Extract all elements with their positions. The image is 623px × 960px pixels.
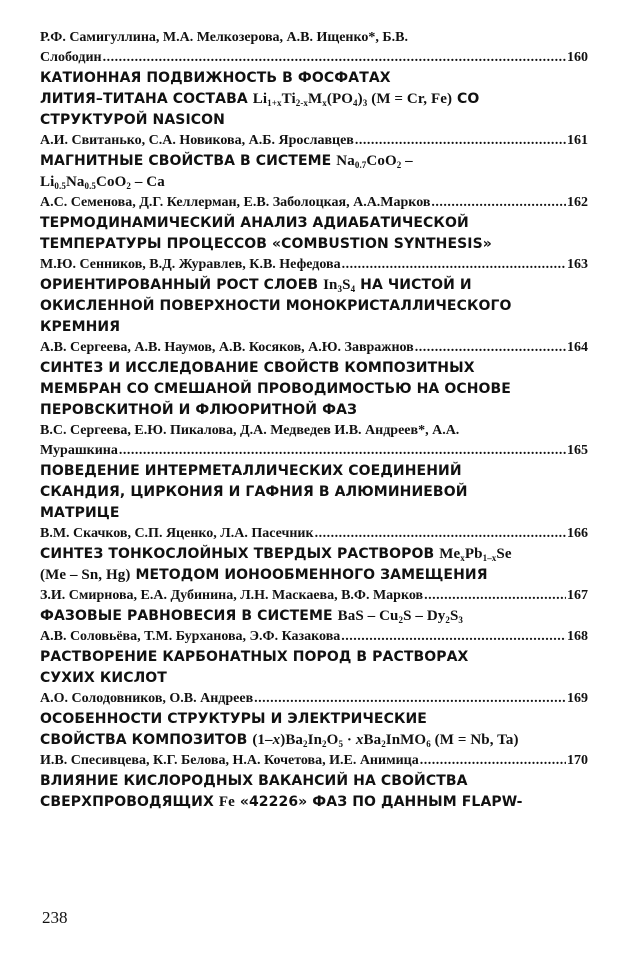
entry-authors: А.И. Свитанько, С.А. Новикова, А.Б. Ярославцев (40, 133, 354, 148)
entry-authors-final-line (40, 524, 588, 544)
toc-entry (40, 28, 588, 131)
entry-page-number: 167 (567, 588, 588, 603)
entry-authors-final-line (40, 193, 588, 213)
entry-title-line: (Me – Sn, Hg) МЕТОДОМ ИОНООБМЕННОГО ЗАМЕЩЕНИЯ (40, 567, 488, 583)
entry-authors: М.Ю. Сенников, В.Д. Журавлев, К.В. Нефедова (40, 257, 341, 272)
dot-leader (103, 48, 566, 68)
entry-authors: З.И. Смирнова, Е.А. Дубинина, Л.Н. Маскаева, В.Ф. Марков (40, 588, 424, 603)
entry-title-line: ТЕРМОДИНАМИЧЕСКИЙ АНАЛИЗ АДИАБАТИЧЕСКОЙ (40, 215, 469, 231)
entry-title-line: ПЕРОВСКИТНОЙ И ФЛЮОРИТНОЙ ФАЗ (40, 402, 358, 418)
entry-title-line: ЛИТИЯ–ТИТАНА СОСТАВА $Li_{1+x}Ti_{2-x}M_x(PO_4)_3$ (M = Cr, Fe) СО (40, 91, 480, 108)
dot-leader (254, 689, 566, 709)
toc-entry (40, 751, 588, 813)
toc-entry (40, 131, 588, 193)
entry-title-line: СУХИХ КИСЛОТ (40, 670, 167, 686)
entry-title-line: СВОЙСТВА КОМПОЗИТОВ $(1-x)Ba_2In_2O_5$ · xBa$_2$InMO$_6$ (M = Nb, Ta) (40, 732, 519, 749)
entry-authors-line: Р.Ф. Самигуллина, М.А. Мелкозерова, А.В. Ищенко*, Б.В. (40, 30, 408, 45)
entry-title-line: СИНТЕЗ И ИССЛЕДОВАНИЕ СВОЙСТВ КОМПОЗИТНЫХ (40, 360, 475, 376)
entry-title-line: КРЕМНИЯ (40, 319, 121, 335)
dot-leader (315, 524, 566, 544)
dot-leader (415, 338, 566, 358)
table-of-contents (40, 28, 588, 813)
entry-page-number: 168 (567, 629, 588, 644)
entry-authors-final-line (40, 689, 588, 709)
entry-authors-final-line (40, 255, 588, 275)
entry-title-line: $Li_{0.5}Na_{0.5}CoO_2$ – Ca (40, 174, 165, 191)
dot-leader (420, 751, 566, 771)
toc-entry (40, 627, 588, 689)
entry-authors: В.М. Скачков, С.П. Яценко, Л.А. Пасечник (40, 526, 314, 541)
dot-leader (355, 131, 566, 151)
toc-entry (40, 586, 588, 627)
entry-page-number: 164 (567, 340, 588, 355)
entry-title-line: МАТРИЦЕ (40, 505, 120, 521)
entry-title-line: ВЛИЯНИЕ КИСЛОРОДНЫХ ВАКАНСИЙ НА СВОЙСТВА (40, 773, 468, 789)
toc-entry (40, 524, 588, 586)
entry-authors-final-line (40, 48, 588, 68)
page-number: 238 (42, 908, 68, 927)
toc-entry (40, 255, 588, 338)
entry-title-line: СИНТЕЗ ТОНКОСЛОЙНЫХ ТВЕРДЫХ РАСТВОРОВ $Me_xPb_{1-x}Se$ (40, 546, 512, 563)
entry-authors: А.В. Сергеева, А.В. Наумов, А.В. Косяков, А.Ю. Завражнов (40, 340, 414, 355)
entry-title-line: СКАНДИЯ, ЦИРКОНИЯ И ГАФНИЯ В АЛЮМИНИЕВОЙ (40, 484, 468, 500)
entry-title-line: ФАЗОВЫЕ РАВНОВЕСИЯ В СИСТЕМЕ BaS – $Cu_2S - Dy_2S_3$ (40, 608, 464, 625)
dot-leader (119, 441, 566, 461)
dot-leader (341, 627, 566, 647)
toc-entry (40, 421, 588, 524)
entry-authors-line: В.С. Сергеева, Е.Ю. Пикалова, Д.А. Медведев И.В. Андреев*, А.А. (40, 423, 460, 438)
entry-title-line: СВЕРХПРОВОДЯЩИХ Fe «42226» ФАЗ ПО ДАННЫМ FLAPW- (40, 794, 523, 810)
entry-authors: А.В. Соловьёва, Т.М. Бурханова, Э.Ф. Казакова (40, 629, 341, 644)
entry-page-number: 160 (567, 50, 588, 65)
entry-page-number: 162 (567, 195, 588, 210)
entry-title-line: ОСОБЕННОСТИ СТРУКТУРЫ И ЭЛЕКТРИЧЕСКИЕ (40, 711, 427, 727)
entry-title-line: РАСТВОРЕНИЕ КАРБОНАТНЫХ ПОРОД В РАСТВОРАХ (40, 649, 469, 665)
entry-authors-final-line (40, 586, 588, 606)
entry-authors-final-line (40, 441, 588, 461)
entry-page-number: 165 (567, 443, 588, 458)
entry-authors: Слободин (40, 50, 102, 65)
entry-title-line: КАТИОННАЯ ПОДВИЖНОСТЬ В ФОСФАТАХ (40, 70, 391, 86)
toc-entry (40, 193, 588, 255)
entry-page-number: 170 (567, 753, 588, 768)
entry-authors-final-line (40, 131, 588, 151)
entry-title-line: ТЕМПЕРАТУРЫ ПРОЦЕССОВ «COMBUSTION SYNTHESIS» (40, 236, 492, 252)
entry-authors: Мурашкина (40, 443, 118, 458)
entry-title-line: МЕМБРАН СО СМЕШАНОЙ ПРОВОДИМОСТЬЮ НА ОСНОВЕ (40, 381, 511, 397)
entry-title-line: ОКИСЛЕННОЙ ПОВЕРХНОСТИ МОНОКРИСТАЛЛИЧЕСКОГО (40, 298, 512, 314)
dot-leader (424, 586, 566, 606)
entry-authors: А.С. Семенова, Д.Г. Келлерман, Е.В. Заболоцкая, А.А.Марков (40, 195, 431, 210)
toc-entry (40, 338, 588, 421)
entry-authors-final-line (40, 338, 588, 358)
entry-page-number: 163 (567, 257, 588, 272)
entry-page-number: 166 (567, 526, 588, 541)
entry-authors-final-line (40, 627, 588, 647)
dot-leader (431, 193, 566, 213)
entry-authors: И.В. Спесивцева, К.Г. Белова, Н.А. Кочетова, И.Е. Анимица (40, 753, 419, 768)
entry-title-line: ПОВЕДЕНИЕ ИНТЕРМЕТАЛЛИЧЕСКИХ СОЕДИНЕНИЙ (40, 463, 462, 479)
entry-authors: А.О. Солодовников, О.В. Андреев (40, 691, 254, 706)
entry-title-line: СТРУКТУРОЙ NASICON (40, 112, 225, 128)
entry-authors-final-line (40, 751, 588, 771)
entry-title-line: ОРИЕНТИРОВАННЫЙ РОСТ СЛОЕВ $In_3S_4$ НА ЧИСТОЙ И (40, 277, 472, 294)
dot-leader (342, 255, 566, 275)
entry-page-number: 169 (567, 691, 588, 706)
entry-page-number: 161 (567, 133, 588, 148)
entry-title-line: МАГНИТНЫЕ СВОЙСТВА В СИСТЕМЕ $Na_{0.7}CoO_2$ – (40, 153, 413, 170)
toc-entry (40, 689, 588, 751)
